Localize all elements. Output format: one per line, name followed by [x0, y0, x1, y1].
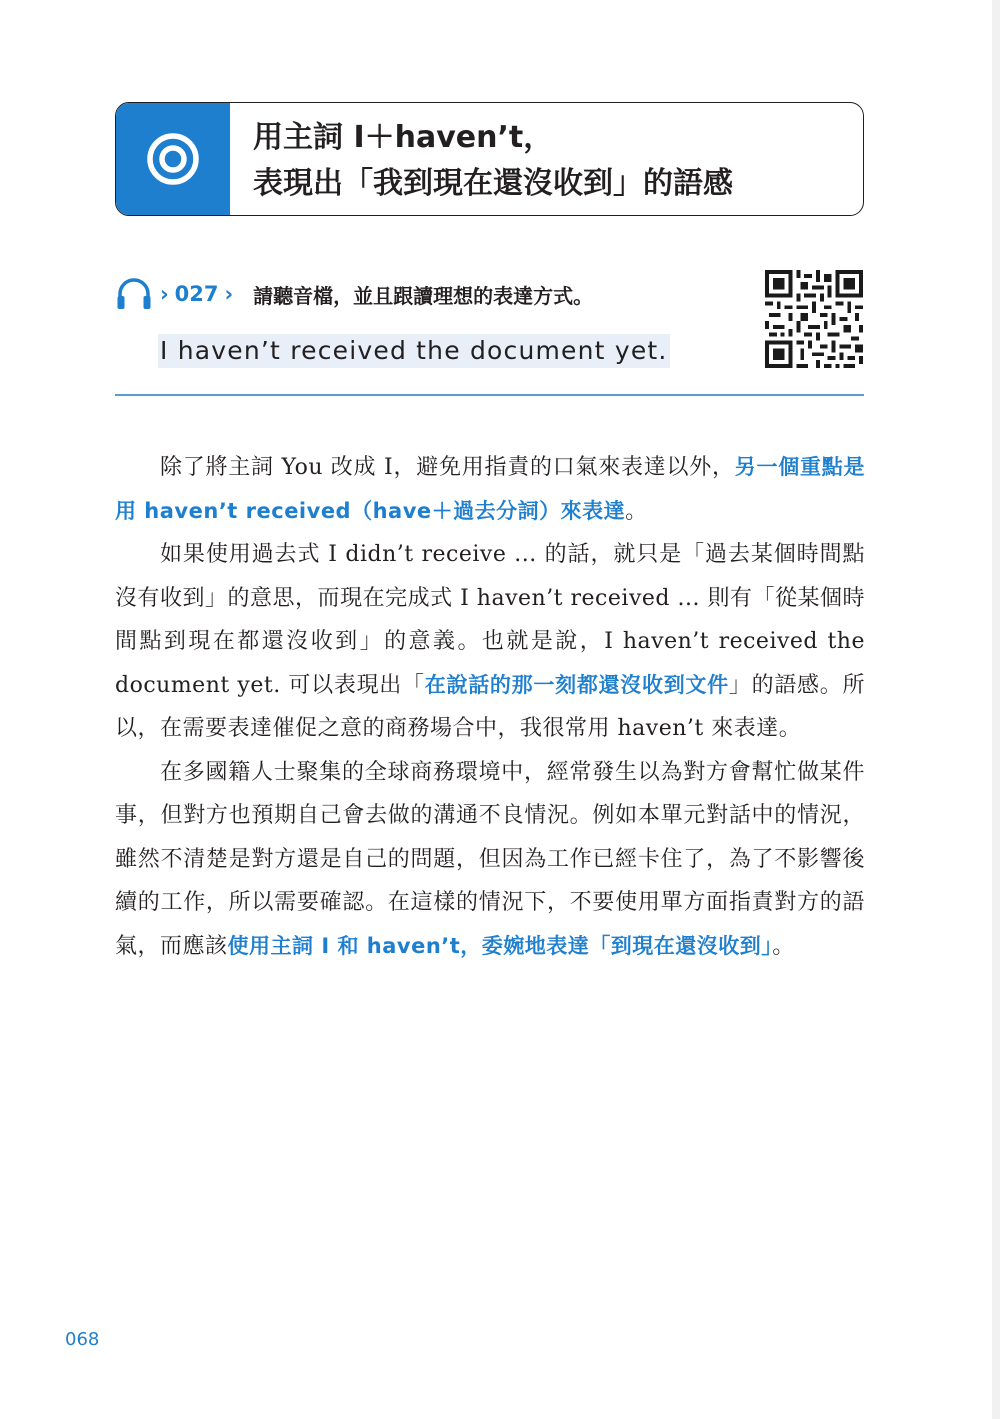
section-divider [115, 394, 864, 396]
page-edge [992, 0, 1000, 1419]
paragraph-2 [115, 533, 865, 751]
paragraph-1 [115, 446, 865, 533]
heading-line-2: 表現出「我到現在還沒收到」的語感 [253, 166, 733, 201]
p1-text: 除了將主詞 You 改成 I，避免用指責的口氣來表達以外， [160, 455, 735, 480]
section-heading [253, 115, 733, 207]
p2-highlight: 在說話的那一刻都還沒收到文件 [424, 672, 729, 697]
paragraph-3 [115, 751, 865, 969]
qr-code-icon[interactable] [765, 270, 863, 368]
p3-highlight: 使用主詞 I 和 haven’t，委婉地表達「到現在還沒收到」 [227, 933, 773, 958]
audio-instruction: 請聽音檔，並且跟讀理想的表達方式。 [253, 283, 594, 308]
p3-text-end: 。 [772, 933, 795, 959]
heading-icon-panel [116, 103, 230, 215]
heading-line-1: 用主詞 I＋haven’t， [253, 120, 554, 155]
page-number: 068 [65, 1329, 100, 1350]
example-sentence: I haven’t received the document yet. [158, 334, 670, 368]
track-number[interactable]: 027 [174, 282, 219, 306]
section-heading-box [115, 102, 864, 216]
target-icon [145, 131, 201, 187]
chevron-right-icon: › [224, 282, 234, 306]
p1-text-end: 。 [625, 498, 648, 524]
p2-text-end: 」的語感。所以，在需要表達催促之意的商務場合中，我很常用 haven’t 來表達。 [115, 672, 866, 741]
p1-highlight: 另一個重點是用 haven’t received（have＋過去分詞）來表達 [115, 455, 866, 523]
headphones-icon[interactable] [116, 277, 152, 311]
chevron-right-icon: › [160, 282, 169, 306]
p3-text: 在多國籍人士聚集的全球商務環境中，經常發生以為對方會幫忙做某件事，但對方也預期自己會去做的溝通不良情況。例如本單元對話中的情況，雖然不清楚是對方還是自己的問題，但因為工作已經卡住了，為了不影響後續的工作，所以需要確認。在這樣的情況下，不要使用單方面指責對方的語氣，而應該 [115, 759, 865, 959]
audio-track-row [116, 276, 593, 312]
body-text [115, 446, 865, 968]
p2-text: 如果使用過去式 I didn’t receive ... 的話，就只是「過去某個時間點沒有收到」的意思，而現在完成式 I haven’t received ... 則有「從某個時間點到現在都還沒收到」的意義。也就是說，I haven’t received the document yet. 可以表現出「 [115, 542, 865, 698]
